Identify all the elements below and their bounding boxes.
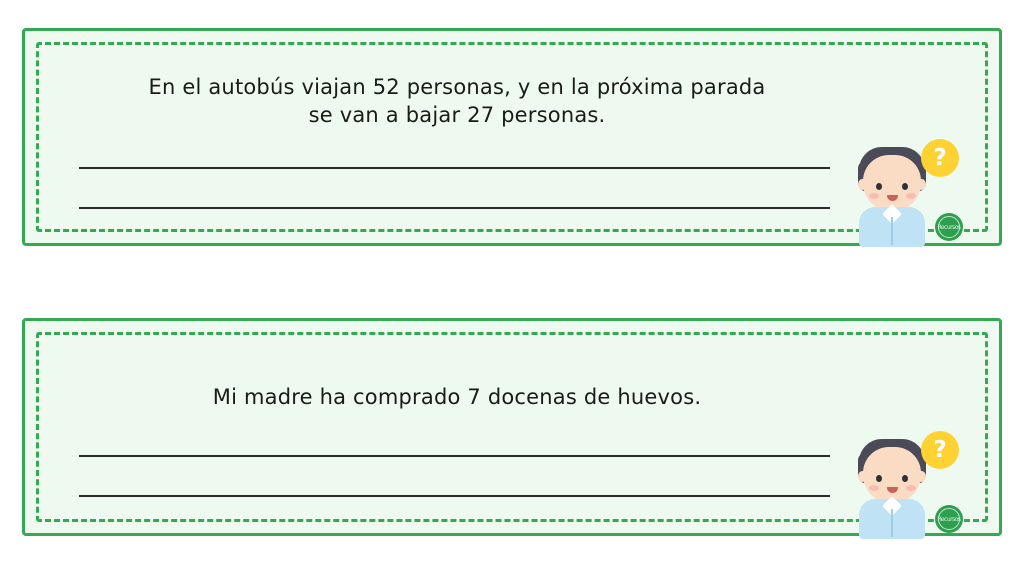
character-shirt-line xyxy=(891,217,893,245)
dashed-border-2 xyxy=(36,332,988,522)
answer-line[interactable] xyxy=(79,495,830,497)
character-eye-right xyxy=(902,475,908,482)
problem-prompt-1 xyxy=(79,73,835,130)
character-eye-right xyxy=(902,183,908,190)
character-cheek-right xyxy=(906,193,916,199)
character-shirt-line xyxy=(891,509,893,537)
student-character-illustration-1 xyxy=(845,139,963,245)
character-cheek-left xyxy=(869,485,879,491)
answer-line-gap xyxy=(79,457,830,495)
answer-area-2[interactable] xyxy=(79,455,830,497)
answer-line-gap xyxy=(79,169,830,207)
problem-prompt-2 xyxy=(79,383,835,411)
question-mark-bubble-icon: ? xyxy=(921,431,959,469)
question-mark-bubble-icon: ? xyxy=(921,139,959,177)
character-cheek-right xyxy=(906,485,916,491)
problem-prompt-1-line-1: En el autobús viajan 52 personas, y en la próxima parada xyxy=(148,75,766,99)
student-character-illustration-2 xyxy=(845,431,963,537)
watermark-stamp-label: Recursos xyxy=(938,216,960,238)
problem-card-1 xyxy=(22,28,1002,246)
watermark-stamp-icon xyxy=(935,505,963,533)
watermark-stamp-label: Recursos xyxy=(938,508,960,530)
problem-prompt-1-line-2: se van a bajar 27 personas. xyxy=(308,103,606,128)
watermark-stamp-icon xyxy=(935,213,963,241)
answer-area-1[interactable] xyxy=(79,167,830,209)
answer-line[interactable] xyxy=(79,207,830,209)
problem-card-2 xyxy=(22,318,1002,536)
character-eye-left xyxy=(876,475,882,482)
dashed-border-1 xyxy=(36,42,988,232)
character-head xyxy=(863,155,921,211)
character-head xyxy=(863,447,921,503)
problem-prompt-2-line-1: Mi madre ha comprado 7 docenas de huevos. xyxy=(212,385,702,409)
character-cheek-left xyxy=(869,193,879,199)
character-eye-left xyxy=(876,183,882,190)
